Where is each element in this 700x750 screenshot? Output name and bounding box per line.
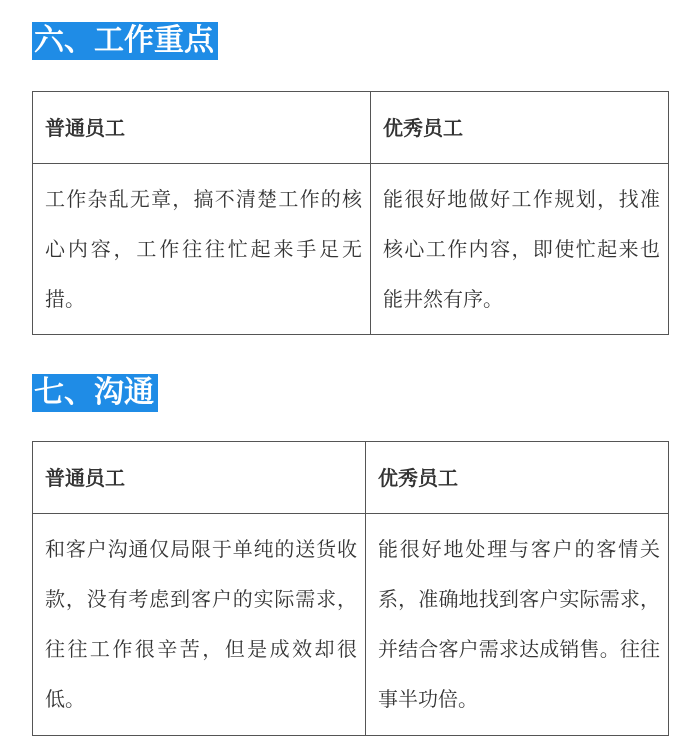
header-excellent-employee: 优秀员工 [371, 92, 669, 164]
table-header-row [33, 442, 669, 514]
cell-ordinary-employee: 工作杂乱无章，搞不清楚工作的核心内容，工作往往忙起来手足无措。 [33, 164, 371, 335]
table-header-row [33, 92, 669, 164]
cell-ordinary-employee: 和客户沟通仅局限于单纯的送货收款，没有考虑到客户的实际需求，往往工作很辛苦，但是成效却很低。 [33, 514, 366, 736]
cell-excellent-employee: 能很好地做好工作规划，找准核心工作内容，即使忙起来也能井然有序。 [371, 164, 669, 335]
table-row [33, 164, 669, 335]
comparison-table-communication [32, 441, 669, 736]
section-heading-work-focus: 六、工作重点 [32, 22, 218, 60]
header-ordinary-employee: 普通员工 [33, 92, 371, 164]
comparison-table-work-focus [32, 91, 669, 335]
header-excellent-employee: 优秀员工 [366, 442, 669, 514]
section-heading-communication: 七、沟通 [32, 374, 158, 412]
cell-excellent-employee: 能很好地处理与客户的客情关系，准确地找到客户实际需求，并结合客户需求达成销售。往往事半功倍。 [366, 514, 669, 736]
header-ordinary-employee: 普通员工 [33, 442, 366, 514]
table-row [33, 514, 669, 736]
